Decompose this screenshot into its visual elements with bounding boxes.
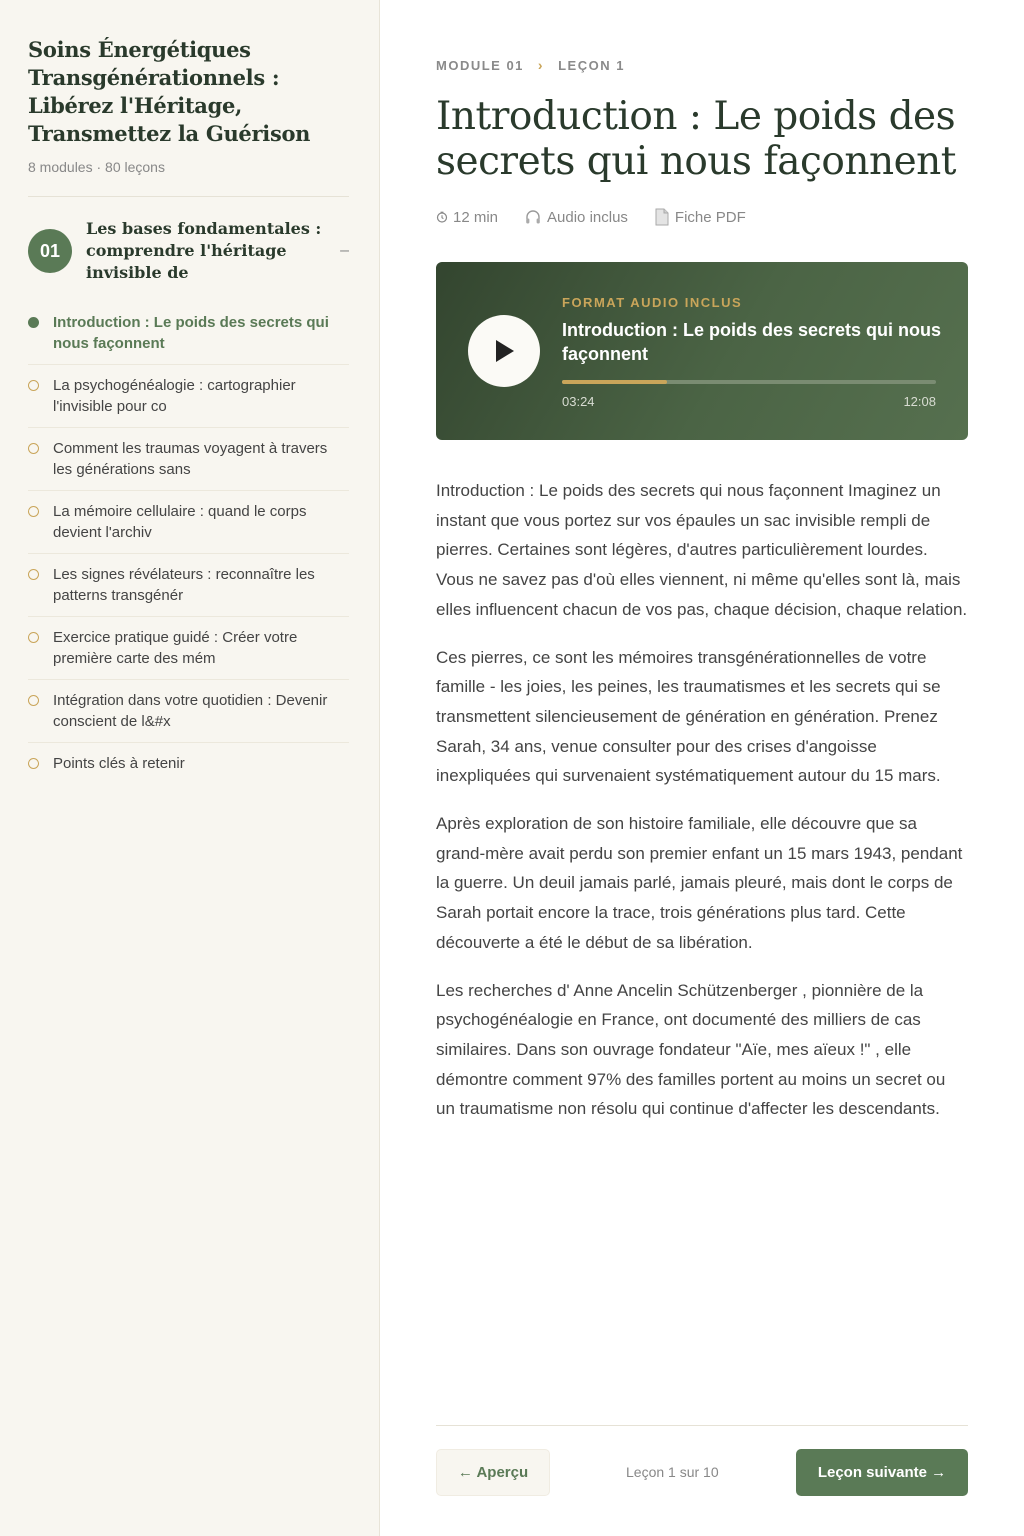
lesson-meta	[436, 208, 772, 226]
lesson-label: Introduction : Le poids des secrets qui nous façonnent	[53, 314, 329, 352]
lesson-label: La mémoire cellulaire : quand le corps devient l'archiv	[53, 503, 307, 541]
chevron-right-icon: ›	[537, 57, 545, 73]
circle-icon	[28, 758, 39, 769]
lesson-label: Les signes révélateurs : reconnaître les patterns transgénér	[53, 566, 315, 604]
play-button[interactable]	[468, 315, 540, 387]
footer-divider	[436, 1425, 968, 1426]
module-title: Les bases fondamentales : comprendre l'héritage invisible de	[86, 219, 322, 282]
module-number-badge: 01	[28, 229, 72, 273]
lesson-item[interactable]	[28, 428, 349, 491]
content-paragraph: Ces pierres, ce sont les mémoires transgénérationnelles de votre famille - les joies, les peines, les traumatismes et les secrets qui se transmettent silencieusement de génération en génération. Prenez Sarah, 34 ans, venue consulter pour des crises d'angoisse inexpliquées qui survenaient systématiquement autour du 15 mars.	[436, 647, 941, 786]
audio-player	[436, 262, 968, 440]
content-paragraph: Après exploration de son histoire familiale, elle découvre que sa grand-mère avait perdu son premier enfant un 15 mars 1943, pendant la guerre. Un deuil jamais parlé, jamais pleuré, mais dont le corps de Sarah portait encore la trace, trois générations plus tard. Cette découverte a été le début de sa libération.	[436, 814, 963, 952]
lesson-label: La psychogénéalogie : cartographier l'invisible pour co	[53, 377, 296, 415]
audio-meta	[524, 208, 628, 226]
headphones-icon	[524, 208, 542, 226]
audio-kicker: FORMAT AUDIO INCLUS	[562, 295, 743, 310]
lesson-content	[436, 476, 968, 1142]
circle-icon	[28, 632, 39, 643]
lesson-label: Intégration dans votre quotidien : Devenir conscient de l&#x	[53, 692, 328, 730]
total-time: 12:08	[903, 394, 936, 409]
active-dot-icon	[28, 317, 39, 328]
lesson-item[interactable]	[28, 491, 349, 554]
lesson-item[interactable]	[28, 743, 349, 784]
page-title: Introduction : Le poids des secrets qui nous façonnent	[436, 94, 956, 184]
course-meta: 8 modules · 80 leçons	[28, 159, 165, 175]
audio-included-text: Audio inclus	[547, 208, 628, 226]
next-lesson-button[interactable]: Leçon suivante →	[796, 1449, 968, 1496]
document-icon	[654, 208, 670, 226]
lesson-label: Comment les traumas voyagent à travers les générations sans	[53, 440, 328, 478]
lesson-list	[28, 302, 349, 784]
circle-icon	[28, 506, 39, 517]
circle-icon	[28, 380, 39, 391]
breadcrumb-lesson: LEÇON 1	[558, 57, 625, 73]
current-time: 03:24	[562, 394, 595, 409]
content-paragraph: Introduction : Le poids des secrets qui nous façonnent Imaginez un instant que vous portez sur vos épaules un sac invisible rempli de pierres. Certaines sont légères, d'autres particulièrement lourdes. Vous ne savez pas d'où elles viennent, ni même qu'elles sont là, mais elles influencent chacun de vos pas, chaque décision, chaque relation.	[436, 481, 968, 619]
course-title: Soins Énergétiques Transgénérationnels : Libérez l'Héritage, Transmettez la Guérison	[28, 37, 311, 146]
pdf-meta[interactable]	[654, 208, 746, 226]
previous-button[interactable]: ← Aperçu	[436, 1449, 550, 1496]
circle-icon	[28, 695, 39, 706]
circle-icon	[28, 569, 39, 580]
lesson-label: Points clés à retenir	[53, 755, 185, 772]
lesson-label: Exercice pratique guidé : Créer votre première carte des mém	[53, 629, 298, 667]
lesson-item[interactable]	[28, 680, 349, 743]
duration-meta	[436, 209, 498, 226]
sidebar-divider	[28, 196, 349, 197]
course-sidebar	[0, 0, 380, 1536]
lesson-item[interactable]	[28, 365, 349, 428]
clock-icon	[436, 211, 448, 223]
lesson-pager: Leçon 1 sur 10	[626, 1464, 719, 1480]
audio-progress-bar[interactable]	[562, 380, 936, 384]
pdf-text: Fiche PDF	[674, 208, 746, 226]
audio-title: Introduction : Le poids des secrets qui nous façonnent	[562, 320, 942, 364]
circle-icon	[28, 443, 39, 454]
collapse-icon[interactable]: –	[340, 242, 349, 259]
module-header[interactable]	[28, 218, 349, 284]
content-paragraph: Les recherches d' Anne Ancelin Schützenberger , pionnière de la psychogénéalogie en France, ont documenté des milliers de cas similaires. Dans son ouvrage fondateur "Aïe, mes aïeux !" , elle démontre comment 97% des familles portent au moins un secret ou un traumatisme non résolu qui continue d'affecter les descendants.	[436, 980, 946, 1119]
audio-progress-fill	[562, 380, 667, 384]
breadcrumb	[436, 57, 625, 73]
lesson-item[interactable]	[28, 554, 349, 617]
lesson-item[interactable]	[28, 617, 349, 680]
breadcrumb-module[interactable]: MODULE 01	[436, 57, 524, 73]
play-icon	[492, 338, 516, 364]
lesson-item[interactable]	[28, 302, 349, 365]
duration-text: 12 min	[453, 208, 499, 226]
